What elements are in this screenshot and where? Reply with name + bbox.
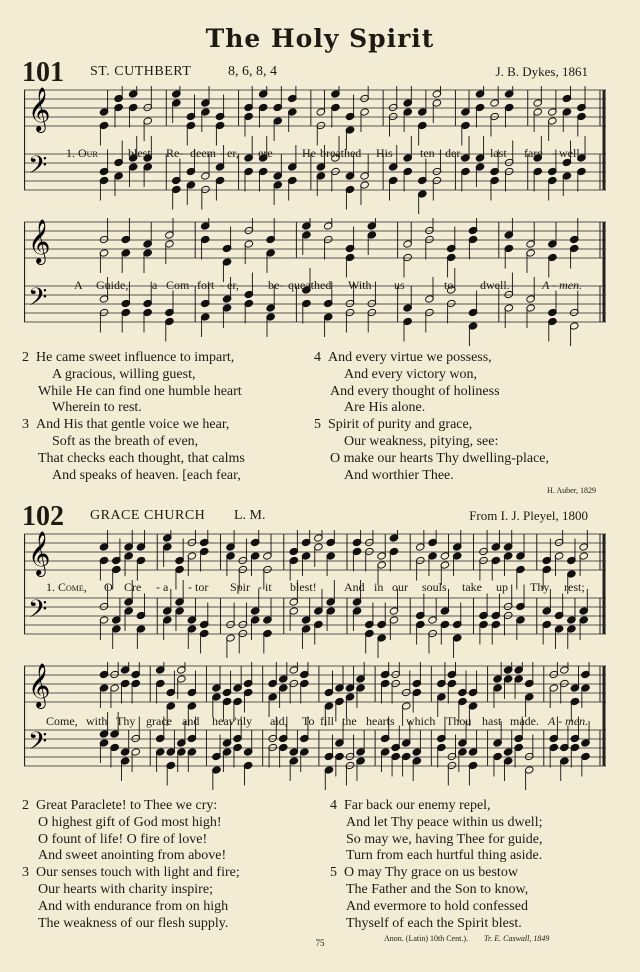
lyric-syllable: made. (510, 714, 539, 728)
composer: J. B. Dykes, 1861 (495, 64, 588, 79)
composer: From I. J. Pleyel, 1800 (469, 508, 588, 523)
verse-text: Our hearts with charity inspire; (38, 881, 213, 897)
lyric-syllable: 1. Come, (46, 580, 87, 594)
bass-clef-icon: 𝄢 (28, 727, 48, 762)
hymn-101-system-2 (24, 218, 606, 346)
verse-line (22, 434, 245, 451)
lyric-syllable: - der, (438, 146, 463, 160)
verse-text: Wherein to rest. (52, 400, 142, 416)
verse-line (330, 848, 542, 865)
verse-number: 2 (22, 350, 29, 365)
hymn-number: 102 (22, 501, 64, 532)
verse-line (330, 916, 542, 933)
lyric-syllable: Spir (230, 580, 251, 594)
lyric-syllable: Come, (46, 714, 78, 728)
lyric-syllable: - a (156, 580, 169, 594)
bass-clef-icon: 𝄢 (28, 151, 48, 186)
verse-text: That checks each thought, that calms (38, 450, 245, 466)
verse-line (22, 384, 245, 401)
lyric-syllable: souls (422, 580, 447, 594)
lyric-syllable: rest; (564, 580, 585, 594)
verse-line (314, 417, 549, 434)
verse-text: The weakness of our flesh supply. (38, 915, 229, 931)
text-credit-left: Anon. (Latin) 10th Cent.). (384, 934, 468, 943)
lyric-syllable: O (104, 580, 113, 594)
lyric-syllable: grace (146, 714, 172, 728)
lyric-syllable: Thou (446, 714, 472, 728)
verse-text: O make our hearts Thy dwelling-place, (330, 450, 550, 466)
tune-name: GRACE CHURCH (90, 508, 206, 523)
lyric-syllable: - er, (220, 278, 239, 292)
lyric-syllable: up (496, 580, 508, 594)
verse-text: And sweet anointing from above! (38, 848, 227, 864)
lyric-syllable: Thy (116, 714, 136, 728)
verse-text: Soft as the breath of even, (52, 433, 199, 449)
meter: L. M. (234, 508, 266, 523)
lyric-syllable: A (74, 278, 83, 292)
verse-text: Far back our enemy repel, (344, 798, 491, 813)
lyric-syllable: dwell. (480, 278, 510, 292)
lyric-syllable: A - men. (548, 714, 589, 728)
verses-column-left (22, 350, 245, 484)
verse-number: 3 (22, 865, 29, 881)
lyric-syllable: breathed (320, 146, 362, 160)
verses-column-right (330, 798, 542, 932)
lyric-syllable: in (374, 580, 384, 594)
verse-line (22, 832, 240, 849)
lyric-syllable: hast (482, 714, 502, 728)
verse-text: A gracious, willing guest, (52, 366, 196, 382)
verse-number: 3 (22, 417, 29, 433)
lyric-syllable: queathed (288, 278, 332, 292)
tune-name: ST. CUTHBERT (90, 64, 192, 79)
verse-text: And with endurance from on high (38, 898, 229, 914)
lyric-syllable: be- (268, 278, 284, 292)
verse-text: O may Thy grace on us bestow (344, 865, 518, 881)
verse-line (314, 434, 549, 451)
treble-clef-icon: 𝄞 (28, 663, 51, 707)
hymn-101-system-1 (24, 86, 606, 214)
verse-text: Are His alone. (344, 400, 426, 416)
verse-line (330, 882, 542, 899)
meter: 8, 6, 8, 4 (228, 64, 277, 79)
verse-line (22, 350, 245, 367)
lyric-syllable: - fort (190, 278, 215, 292)
lyric-syllable: take (462, 580, 482, 594)
lyric-syllable: blest! (290, 580, 317, 594)
verse-number: 4 (330, 798, 337, 813)
verse-line (22, 451, 245, 468)
verse-line (22, 367, 245, 384)
verse-line (314, 468, 549, 485)
verse-text: And worthier Thee. (344, 467, 454, 483)
lyric-syllable: - er, (220, 146, 239, 160)
verse-text: Turn from each hurtful thing aside. (346, 848, 543, 864)
verse-text: And every thought of holiness (330, 383, 500, 399)
lyric-syllable: with (86, 714, 108, 728)
lyric-syllable: a (152, 278, 158, 292)
verse-line (22, 798, 240, 815)
hymn-102-system-1 (24, 530, 606, 658)
lyric-syllable: And (344, 580, 365, 594)
lyric-syllable: to (444, 278, 454, 292)
verses-column-left (22, 798, 240, 932)
lyric-syllable: which (406, 714, 436, 728)
verse-text: And every victory won, (344, 366, 477, 382)
hymn-number: 101 (22, 57, 64, 88)
verses-column-right (314, 350, 549, 484)
lyric-syllable: last (490, 146, 507, 160)
hymn-102-system-2 (24, 662, 606, 790)
lyric-syllable: - well, (552, 146, 583, 160)
lyric-syllable: Com (166, 278, 190, 292)
verse-line (330, 798, 542, 815)
verse-line (314, 367, 549, 384)
lyric-syllable: ten (420, 146, 435, 160)
verse-number: 5 (330, 865, 337, 881)
verse-text: Spirit of purity and grace, (328, 417, 473, 433)
verse-text: And His that gentle voice we hear, (36, 417, 230, 433)
verse-line (22, 882, 240, 899)
lyric-syllable: blest (128, 146, 151, 160)
verse-line (22, 815, 240, 832)
lyric-syllable: A - men. (542, 278, 583, 292)
treble-clef-icon: 𝄞 (28, 87, 51, 131)
hymn-102-header (22, 502, 588, 532)
verse-number: 4 (314, 350, 321, 365)
verse-text: O fount of life! O fire of love! (38, 831, 208, 847)
verse-line (330, 899, 542, 916)
verse-text: Thyself of each the Spirit blest. (346, 915, 522, 931)
lyric-syllable: He (302, 146, 316, 160)
lyric-syllable: heav'nly (212, 714, 253, 728)
lyric-syllable: Re- (166, 146, 184, 160)
verse-text: O highest gift of God most high! (38, 814, 222, 830)
verse-text: And every virtue we possess, (328, 350, 492, 365)
verse-text: He came sweet influence to impart, (36, 350, 235, 365)
verse-text: While He can find one humble heart (38, 383, 242, 399)
verse-line (22, 916, 240, 933)
lyric-syllable: our (392, 580, 408, 594)
lyric-syllable: fare (524, 146, 543, 160)
verse-text: Our senses touch with light and fire; (36, 865, 240, 881)
page-number: 75 (315, 938, 325, 948)
verse-text: The Father and the Son to know, (346, 881, 529, 897)
verse-line (330, 832, 542, 849)
translator-credit: Tr. E. Caswall, 1849 (484, 934, 550, 943)
verse-line (314, 350, 549, 367)
lyric-syllable: aid, (270, 714, 288, 728)
bass-clef-icon: 𝄢 (28, 283, 48, 318)
verse-number: 5 (314, 417, 321, 433)
lyric-syllable: hearts (366, 714, 395, 728)
verse-number: 2 (22, 798, 29, 813)
verse-text: And evermore to hold confessed (346, 898, 528, 914)
lyric-syllable: Guide, (96, 278, 129, 292)
lyric-syllable: - it (258, 580, 272, 594)
verse-line (330, 815, 542, 832)
verse-line (314, 400, 549, 417)
lyric-syllable: Cre (124, 580, 142, 594)
verse-text: So may we, having Thee for guide, (346, 831, 543, 847)
verse-line (22, 400, 245, 417)
verse-line (22, 417, 245, 434)
verse-line (314, 451, 549, 468)
lyric-syllable: the (342, 714, 357, 728)
lyric-syllable: His (376, 146, 393, 160)
bass-clef-icon: 𝄢 (28, 595, 48, 630)
verse-text: Great Paraclete! to Thee we cry: (36, 798, 218, 813)
verse-text: And speaks of heaven. [each fear, (52, 467, 241, 483)
lyric-syllable: - tor (188, 580, 209, 594)
lyric-syllable: Thy (530, 580, 550, 594)
lyric-syllable: To (302, 714, 315, 728)
verse-text: Our weakness, pitying, see: (344, 433, 499, 449)
verse-line (330, 865, 542, 882)
lyric-syllable: With (348, 278, 372, 292)
lyric-syllable: and (182, 714, 200, 728)
page-title: The Holy Spirit (205, 24, 435, 53)
text-credit: H. Auber, 1829 (546, 486, 596, 495)
lyric-syllable: us (394, 278, 405, 292)
verse-line (22, 865, 240, 882)
lyric-syllable: deem (190, 146, 216, 160)
hymn-101-header (22, 58, 588, 88)
lyric-syllable: ere (258, 146, 273, 160)
treble-clef-icon: 𝄞 (28, 531, 51, 575)
verse-line (22, 899, 240, 916)
verse-line (22, 468, 245, 485)
verse-text: And let Thy peace within us dwell; (346, 814, 543, 830)
treble-clef-icon: 𝄞 (28, 219, 51, 263)
lyric-syllable: 1. Our (66, 146, 98, 160)
verse-line (314, 384, 549, 401)
verse-line (22, 848, 240, 865)
lyric-syllable: fill (320, 714, 334, 728)
